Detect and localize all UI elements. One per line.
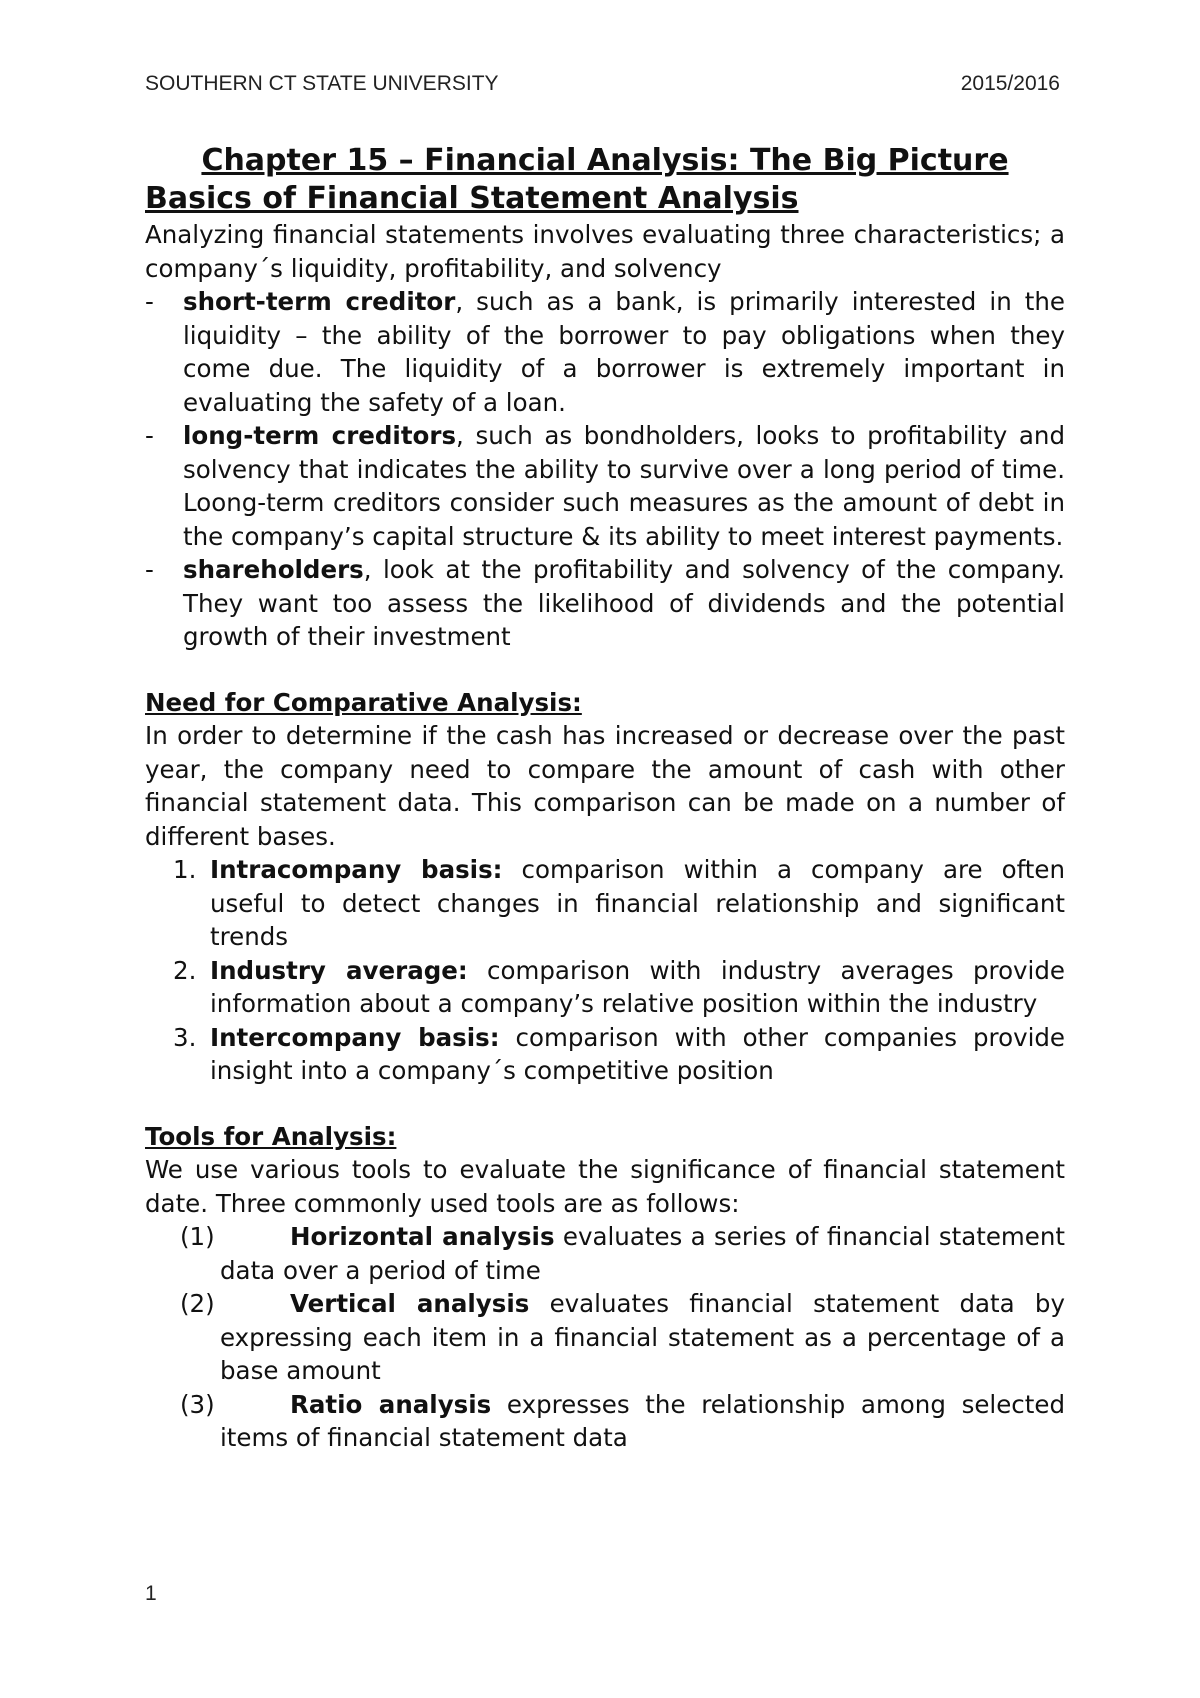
list-item xyxy=(145,553,1065,654)
comparative-heading: Need for Comparative Analysis: xyxy=(145,687,582,717)
list-item-term: Vertical analysis xyxy=(290,1289,530,1318)
tools-intro: We use various tools to evaluate the significance of financial statement date. Three commonly used tools are as follows: xyxy=(145,1155,1065,1218)
list-item-text: comparison within a company are often useful to detect changes in financial relationship and significant trends xyxy=(210,855,1065,951)
paren-marker: (1) xyxy=(180,1222,215,1251)
tools-list xyxy=(145,1220,1065,1455)
list-item-text: , look at the profitability and solvency of the company. They want too assess the likelihood of dividends and the potential growth of their investment xyxy=(183,555,1065,651)
list-item-text: comparison with other companies provide insight into a company´s competitive position xyxy=(210,1022,1065,1085)
list-item-term: long-term creditors xyxy=(183,421,457,450)
list-item xyxy=(145,419,1065,553)
number-marker: 1. xyxy=(173,855,197,884)
header-institution: SOUTHERN CT STATE UNIVERSITY xyxy=(145,72,499,95)
list-item-term: shareholders xyxy=(183,555,364,584)
tools-heading: Tools for Analysis: xyxy=(145,1121,397,1151)
list-item-term: Industry average: xyxy=(210,955,468,985)
stakeholder-list xyxy=(145,285,1065,654)
list-item-term: Intercompany basis: xyxy=(210,1022,500,1052)
chapter-title: Chapter 15 – Financial Analysis: The Big Picture xyxy=(201,143,1009,178)
comparative-intro: In order to determine if the cash has increased or decrease over the past year, the company need to compare the amount of cash with other financial statement data. This comparison can be made on a number of different bases. xyxy=(145,721,1065,851)
document-body xyxy=(145,142,1065,1455)
list-item xyxy=(145,954,1065,1021)
list-item-text: evaluates a series of financial statement data over a period of time xyxy=(220,1222,1065,1285)
intro-paragraph: Analyzing financial statements involves evaluating three characteristics; a company´s liquidity, profitability, and solvency xyxy=(145,220,1065,283)
list-item xyxy=(145,853,1065,954)
dash-marker: - xyxy=(145,555,154,584)
list-item-text: , such as a bank, is primarily interested in the liquidity – the ability of the borrower to pay obligations when they come due. The liquidity of a borrower is extremely important in evaluating the safety of a loan. xyxy=(183,287,1065,417)
list-item-text: comparison with industry averages provide information about a company’s relative position within the industry xyxy=(210,955,1065,1018)
list-item xyxy=(145,1021,1065,1088)
list-item xyxy=(145,1287,1065,1388)
page-header xyxy=(145,72,1060,96)
list-item-term: Ratio analysis xyxy=(290,1389,492,1419)
dash-marker: - xyxy=(145,287,154,316)
list-item xyxy=(145,1388,1065,1455)
list-item-text: evaluates financial statement data by expressing each item in a financial statement as a percentage of a base amount xyxy=(220,1289,1065,1385)
list-item-term: Horizontal analysis xyxy=(290,1222,555,1251)
dash-marker: - xyxy=(145,421,154,450)
comparative-list xyxy=(145,853,1065,1088)
paren-marker: (3) xyxy=(180,1389,215,1419)
list-item xyxy=(145,1220,1065,1287)
number-marker: 2. xyxy=(173,955,197,985)
list-item-text: expresses the relationship among selected items of financial statement data xyxy=(220,1389,1065,1452)
header-year: 2015/2016 xyxy=(960,72,1060,95)
number-marker: 3. xyxy=(173,1022,197,1052)
list-item-term: Intracompany basis: xyxy=(210,855,503,884)
list-item-text: , such as bondholders, looks to profitability and solvency that indicates the ability to survive over a long period of time. Loong-term creditors consider such measures as the amount of debt in the company’s capital structure & its ability to meet interest payments. xyxy=(183,421,1066,551)
list-item-term: short-term creditor xyxy=(183,287,456,316)
paren-marker: (2) xyxy=(180,1289,215,1318)
page-number: 1 xyxy=(145,1582,157,1605)
section-title: Basics of Financial Statement Analysis xyxy=(145,181,799,216)
list-item xyxy=(145,285,1065,419)
